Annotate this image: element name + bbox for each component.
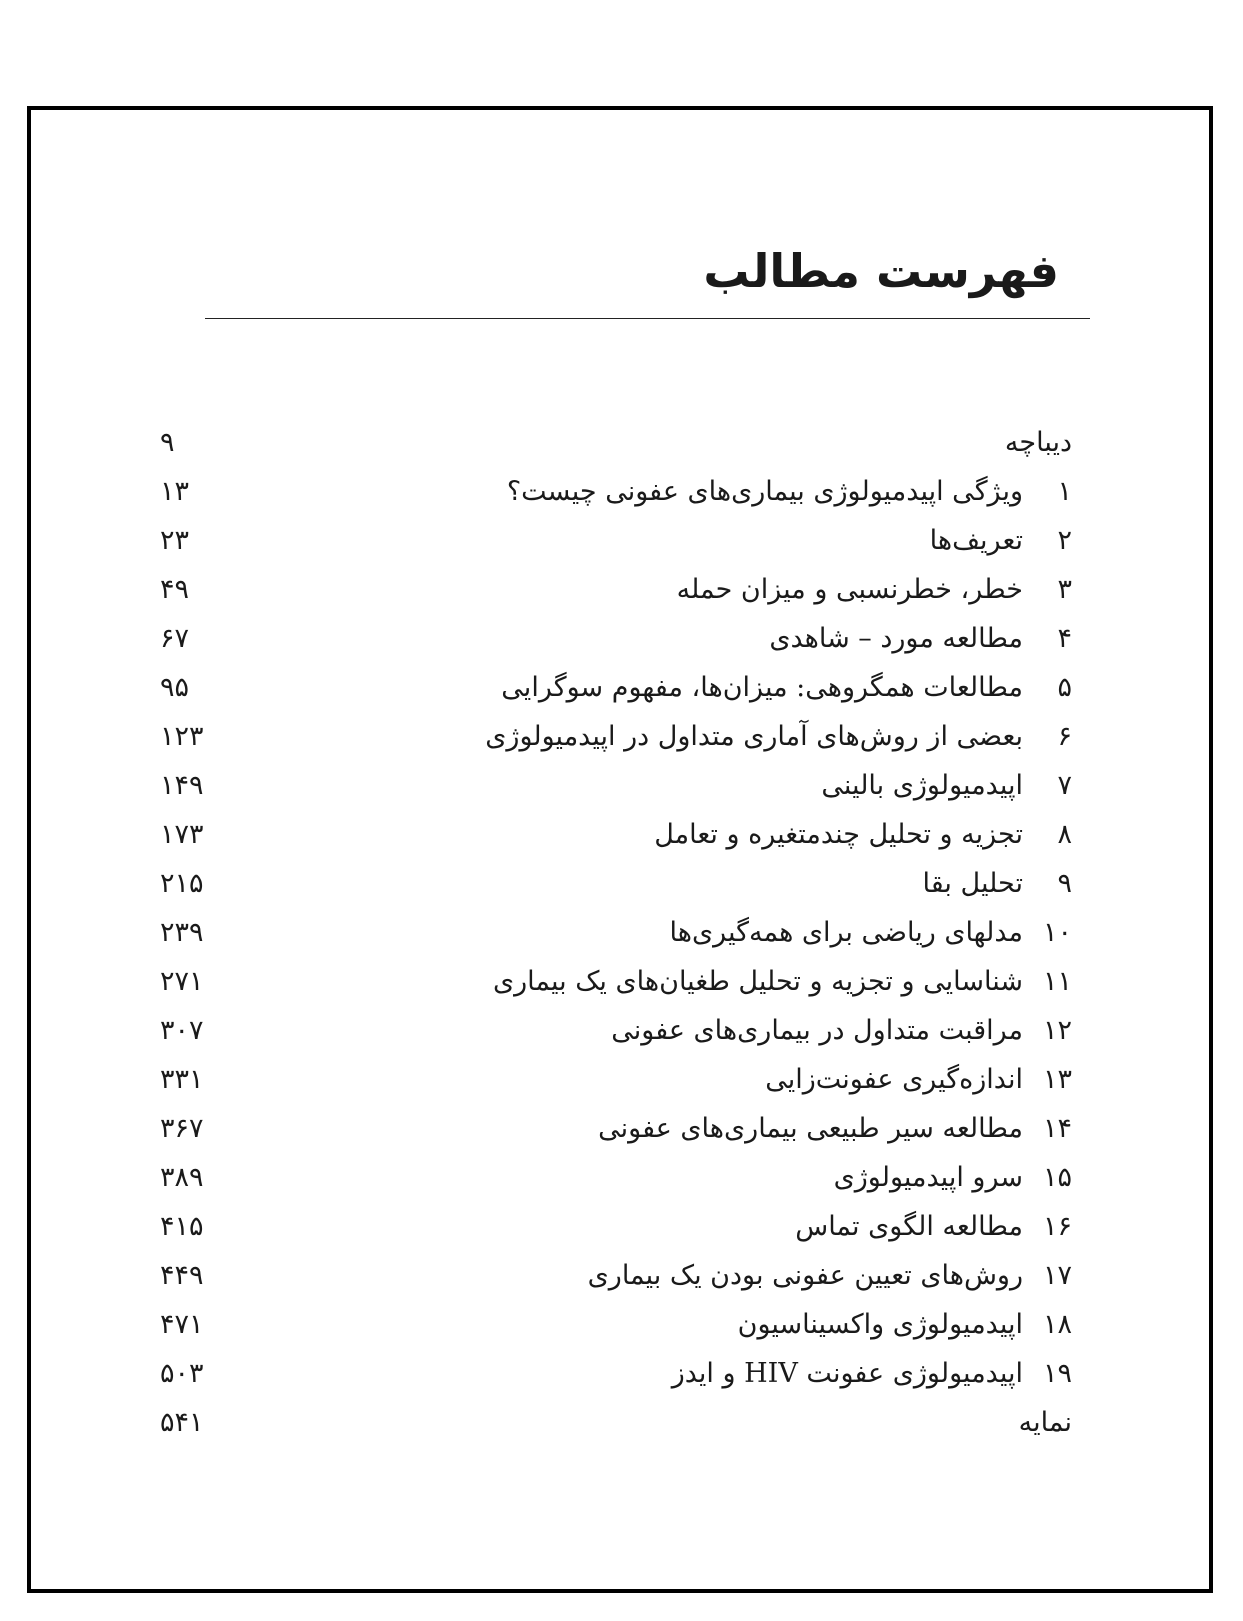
- toc-entry: [150, 1153, 1080, 1202]
- toc-entry: [150, 712, 1080, 761]
- chapter-number: ۸: [1057, 819, 1072, 850]
- page-number: ۵۰۳: [160, 1358, 204, 1389]
- toc-entry: [150, 1251, 1080, 1300]
- toc-entry: [150, 761, 1080, 810]
- page-number: ۳۰۷: [160, 1015, 204, 1046]
- chapter-title: شناسایی و تجزیه و تحلیل طغیان‌های یک بیماری: [493, 966, 1023, 997]
- page-number: ۲۳: [160, 525, 190, 556]
- chapter-number: ۱: [1057, 476, 1072, 507]
- toc-entry: [150, 516, 1080, 565]
- chapter-number: ۱۲: [1042, 1015, 1072, 1046]
- toc-entry: [150, 1300, 1080, 1349]
- page-number: ۱۷۳: [160, 819, 204, 850]
- page-number: ۲۱۵: [160, 868, 204, 899]
- chapter-number: ۵: [1057, 672, 1072, 703]
- chapter-number: ۱۱: [1042, 966, 1072, 997]
- chapter-title: دیباچه: [1004, 427, 1072, 458]
- chapter-number: ۱۹: [1042, 1358, 1072, 1389]
- chapter-title: بعضی از روش‌های آماری متداول در اپیدمیولوژی: [485, 721, 1023, 752]
- title-divider: [205, 318, 1090, 319]
- page-number: ۲۷۱: [160, 966, 204, 997]
- chapter-title: نمایه: [1018, 1407, 1072, 1438]
- page-title: فهرست مطالب: [703, 244, 1059, 298]
- chapter-title: خطر، خطرنسبی و میزان حمله: [676, 574, 1023, 605]
- chapter-number: ۱۶: [1042, 1211, 1072, 1242]
- page-number: ۳۳۱: [160, 1064, 204, 1095]
- toc-entry: [150, 1202, 1080, 1251]
- toc-entry: [150, 663, 1080, 712]
- chapter-title: تحلیل بقا: [922, 868, 1023, 899]
- page-number: ۱۲۳: [160, 721, 204, 752]
- chapter-title: اپیدمیولوژی بالینی: [821, 770, 1023, 801]
- chapter-title: اپیدمیولوژی واکسیناسیون: [737, 1309, 1023, 1340]
- toc-entry: [150, 908, 1080, 957]
- chapter-number: ۶: [1057, 721, 1072, 752]
- chapter-title: اندازه‌گیری عفونت‌زایی: [765, 1064, 1023, 1095]
- page-number: ۴۹: [160, 574, 190, 605]
- page-number: ۱۳: [160, 476, 190, 507]
- chapter-title: ویژگی اپیدمیولوژی بیماری‌های عفونی چیست؟: [506, 476, 1023, 507]
- page-number: ۹۵: [160, 672, 190, 703]
- table-of-contents: [150, 418, 1080, 1447]
- chapter-number: ۱۷: [1042, 1260, 1072, 1291]
- toc-entry: [150, 859, 1080, 908]
- page-number: ۳۶۷: [160, 1113, 204, 1144]
- toc-entry: [150, 1006, 1080, 1055]
- toc-entry: [150, 1055, 1080, 1104]
- chapter-title: مطالعه سیر طبیعی بیماری‌های عفونی: [598, 1113, 1023, 1144]
- chapter-title: تعریف‌ها: [929, 525, 1023, 556]
- chapter-number: ۳: [1057, 574, 1072, 605]
- toc-entry: [150, 418, 1080, 467]
- page-number: ۳۸۹: [160, 1162, 204, 1193]
- chapter-number: ۴: [1057, 623, 1072, 654]
- toc-entry: [150, 614, 1080, 663]
- chapter-title: مراقبت متداول در بیماری‌های عفونی: [611, 1015, 1023, 1046]
- toc-entry: [150, 565, 1080, 614]
- chapter-number: ۹: [1057, 868, 1072, 899]
- page-number: ۴۴۹: [160, 1260, 204, 1291]
- chapter-number: ۱۰: [1042, 917, 1072, 948]
- chapter-number: ۱۳: [1042, 1064, 1072, 1095]
- toc-entry: [150, 467, 1080, 516]
- page-number: ۴۱۵: [160, 1211, 204, 1242]
- chapter-title: اپیدمیولوژی عفونت HIV و ایدز: [671, 1358, 1023, 1389]
- toc-entry: [150, 1398, 1080, 1447]
- chapter-title: روش‌های تعیین عفونی بودن یک بیماری: [587, 1260, 1023, 1291]
- chapter-title: مطالعه الگوی تماس: [795, 1211, 1023, 1242]
- chapter-title: مطالعه مورد – شاهدی: [769, 623, 1023, 654]
- page-number: ۱۴۹: [160, 770, 204, 801]
- page-number: ۲۳۹: [160, 917, 204, 948]
- chapter-number: ۱۸: [1042, 1309, 1072, 1340]
- chapter-title: سرو اپیدمیولوژی: [833, 1162, 1023, 1193]
- chapter-number: ۷: [1057, 770, 1072, 801]
- page-number: ۴۷۱: [160, 1309, 204, 1340]
- chapter-title: مدلهای ریاضی برای همه‌گیری‌ها: [669, 917, 1023, 948]
- chapter-number: ۱۴: [1042, 1113, 1072, 1144]
- toc-entry: [150, 810, 1080, 859]
- page-number: ۵۴۱: [160, 1407, 204, 1438]
- chapter-title: مطالعات همگروهی: میزان‌ها، مفهوم سوگرایی: [501, 672, 1023, 703]
- chapter-number: ۲: [1057, 525, 1072, 556]
- chapter-number: ۱۵: [1042, 1162, 1072, 1193]
- page-number: ۹: [160, 427, 175, 458]
- chapter-title: تجزیه و تحلیل چندمتغیره و تعامل: [654, 819, 1023, 850]
- toc-entry: [150, 1104, 1080, 1153]
- toc-entry: [150, 957, 1080, 1006]
- toc-entry: [150, 1349, 1080, 1398]
- page-number: ۶۷: [160, 623, 190, 654]
